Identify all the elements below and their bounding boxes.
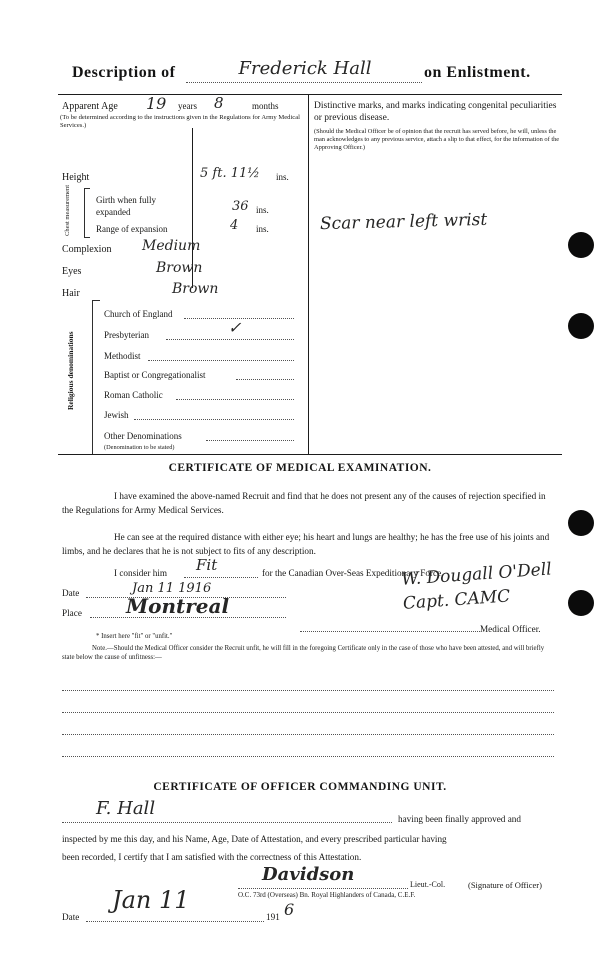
hair-label: Hair [62, 288, 80, 299]
medical-heading: CERTIFICATE OF MEDICAL EXAMINATION. [168, 462, 432, 474]
other-denom-note: (Denomination to be stated) [104, 444, 175, 451]
table-bottom-border [58, 454, 562, 455]
commanding-date-line [86, 921, 264, 922]
religion-item: Church of England [104, 309, 173, 319]
height-value: 5 ft. 11½ [200, 166, 260, 181]
commanding-date-value: Jan 11 [112, 886, 190, 914]
table-middle-divider [308, 94, 309, 454]
medical-para2: He can see at the required distance with either eye; his heart and lungs are healthy; he has the free use of his joints and limbs, and he declares that he is not subject to fits of any description. [62, 532, 550, 556]
medical-para1: I have examined the above-named Recruit and find that he does not present any of the causes of rejection specified in the Regulations for Army Medical Services. [62, 491, 546, 515]
header-title-left: Description of [72, 64, 176, 81]
complexion-label: Complexion [62, 244, 112, 255]
commanding-unit-caption: O.C. 73rd (Overseas) Bn. Royal Highlanders of Canada, C.E.F. [238, 891, 416, 899]
unfit-cause-line [62, 690, 554, 691]
medical-place-value: Montreal [126, 594, 230, 618]
religion-item: Methodist [104, 351, 141, 361]
commanding-signature-rank: Lieut.-Col. [410, 880, 446, 889]
medical-footnote1: * Insert here "fit" or "unfit." [96, 633, 173, 640]
religion-dots [148, 360, 294, 361]
commanding-year-printed: 191 [266, 912, 280, 922]
religion-label: Religious denominations [66, 331, 75, 410]
medical-signature-line [300, 631, 480, 632]
commanding-year-handwritten: 6 [284, 900, 295, 919]
medical-officer-signature: W. Dougall O'Dell Capt. CAMC [400, 559, 553, 614]
girth-unit: ins. [256, 205, 269, 215]
religion-dots [176, 399, 294, 400]
commanding-officer-signature: Davidson [262, 864, 355, 885]
unfit-cause-line [62, 756, 554, 757]
chest-label: Chest measurement [64, 184, 71, 236]
unfit-cause-line [62, 734, 554, 735]
presbyterian-check-mark: ✓ [228, 318, 242, 337]
religion-item: Jewish [104, 410, 129, 420]
consider-suffix: for the Canadian Over-Seas Expeditionary Force. [262, 568, 444, 578]
medical-place-label: Place [62, 608, 82, 618]
header-title-right: on Enlistment. [424, 64, 531, 81]
marks-note: (Should the Medical Officer be of opinion that the recruit has served before, he will, unless the man acknowledges to any previous service, attach a slip to that effect, for the information of the Approving Officer.) [314, 128, 560, 151]
religion-bracket [92, 300, 100, 454]
height-label: Height [62, 172, 90, 183]
medical-date-label: Date [62, 588, 80, 598]
distinctive-marks-value: Scar near left wrist [319, 209, 488, 235]
consider-prefix: I consider him [114, 568, 168, 578]
medical-officer-caption: Medical Officer. [480, 624, 541, 634]
religion-item: Other Denominations [104, 431, 182, 441]
religion-item: Baptist or Congregationalist [104, 370, 206, 380]
range-unit: ins. [256, 224, 269, 234]
religion-item: Roman Catholic [104, 390, 163, 400]
years-label: years [178, 101, 197, 111]
punch-hole-top [568, 232, 594, 258]
eyes-label: Eyes [62, 266, 82, 277]
girth-label: Girth when fully expanded [96, 195, 156, 217]
commanding-text2: inspected by me this day, and his Name, Age, Date of Attestation, and every prescribed particular having [62, 834, 447, 844]
hair-value: Brown [172, 281, 219, 297]
commanding-text3: been recorded, I certify that I am satisfied with the correctness of this Attestation. [62, 852, 362, 862]
complexion-value: Medium [142, 238, 201, 254]
commanding-signature-caption: (Signature of Officer) [468, 880, 542, 890]
punch-hole-bottom [568, 590, 594, 616]
range-label: Range of expansion [96, 224, 168, 234]
religion-item: Presbyterian [104, 330, 149, 340]
commanding-heading: CERTIFICATE OF OFFICER COMMANDING UNIT. [153, 781, 447, 793]
apparent-age-label: Apparent Age [62, 101, 118, 112]
chest-bracket [84, 188, 90, 238]
commanding-recruit-name: F. Hall [96, 798, 156, 819]
age-years-value: 19 [146, 94, 167, 113]
punch-hole-middle [568, 313, 594, 339]
punch-hole-lower [568, 510, 594, 536]
fit-line [184, 577, 258, 578]
marks-title: Distinctive marks, and marks indicating congenital peculiarities or previous disease. [314, 101, 557, 123]
months-label: months [252, 101, 279, 111]
eyes-value: Brown [156, 260, 203, 276]
fit-value: Fit [196, 556, 218, 574]
commanding-text1: having been finally approved and [398, 814, 521, 824]
commanding-name-line [62, 822, 392, 823]
age-months-value: 8 [214, 94, 224, 112]
height-unit: ins. [276, 172, 289, 182]
religion-dots [236, 379, 294, 380]
range-value: 4 [230, 218, 239, 233]
unfit-cause-line [62, 712, 554, 713]
commanding-date-label: Date [62, 912, 80, 922]
table-top-border [58, 94, 562, 95]
medical-date-value: Jan 11 1916 [132, 581, 212, 596]
religion-dots [166, 339, 294, 340]
medical-footnote2: Note.—Should the Medical Officer consider the Recruit unfit, he will fill in the foregoing Certificate only in the case of those who have been attested, and will briefly state below the cause of unfitness:— [62, 645, 545, 661]
age-note: (To be determined according to the instructions given in the Regulations for Army Medical Services.) [60, 114, 300, 129]
header-name: Frederick Hall [238, 58, 372, 79]
religion-dots [206, 440, 294, 441]
girth-value: 36 [232, 199, 249, 214]
religion-dots [134, 419, 294, 420]
header-name-line [186, 82, 422, 83]
commanding-signature-line [238, 888, 408, 889]
